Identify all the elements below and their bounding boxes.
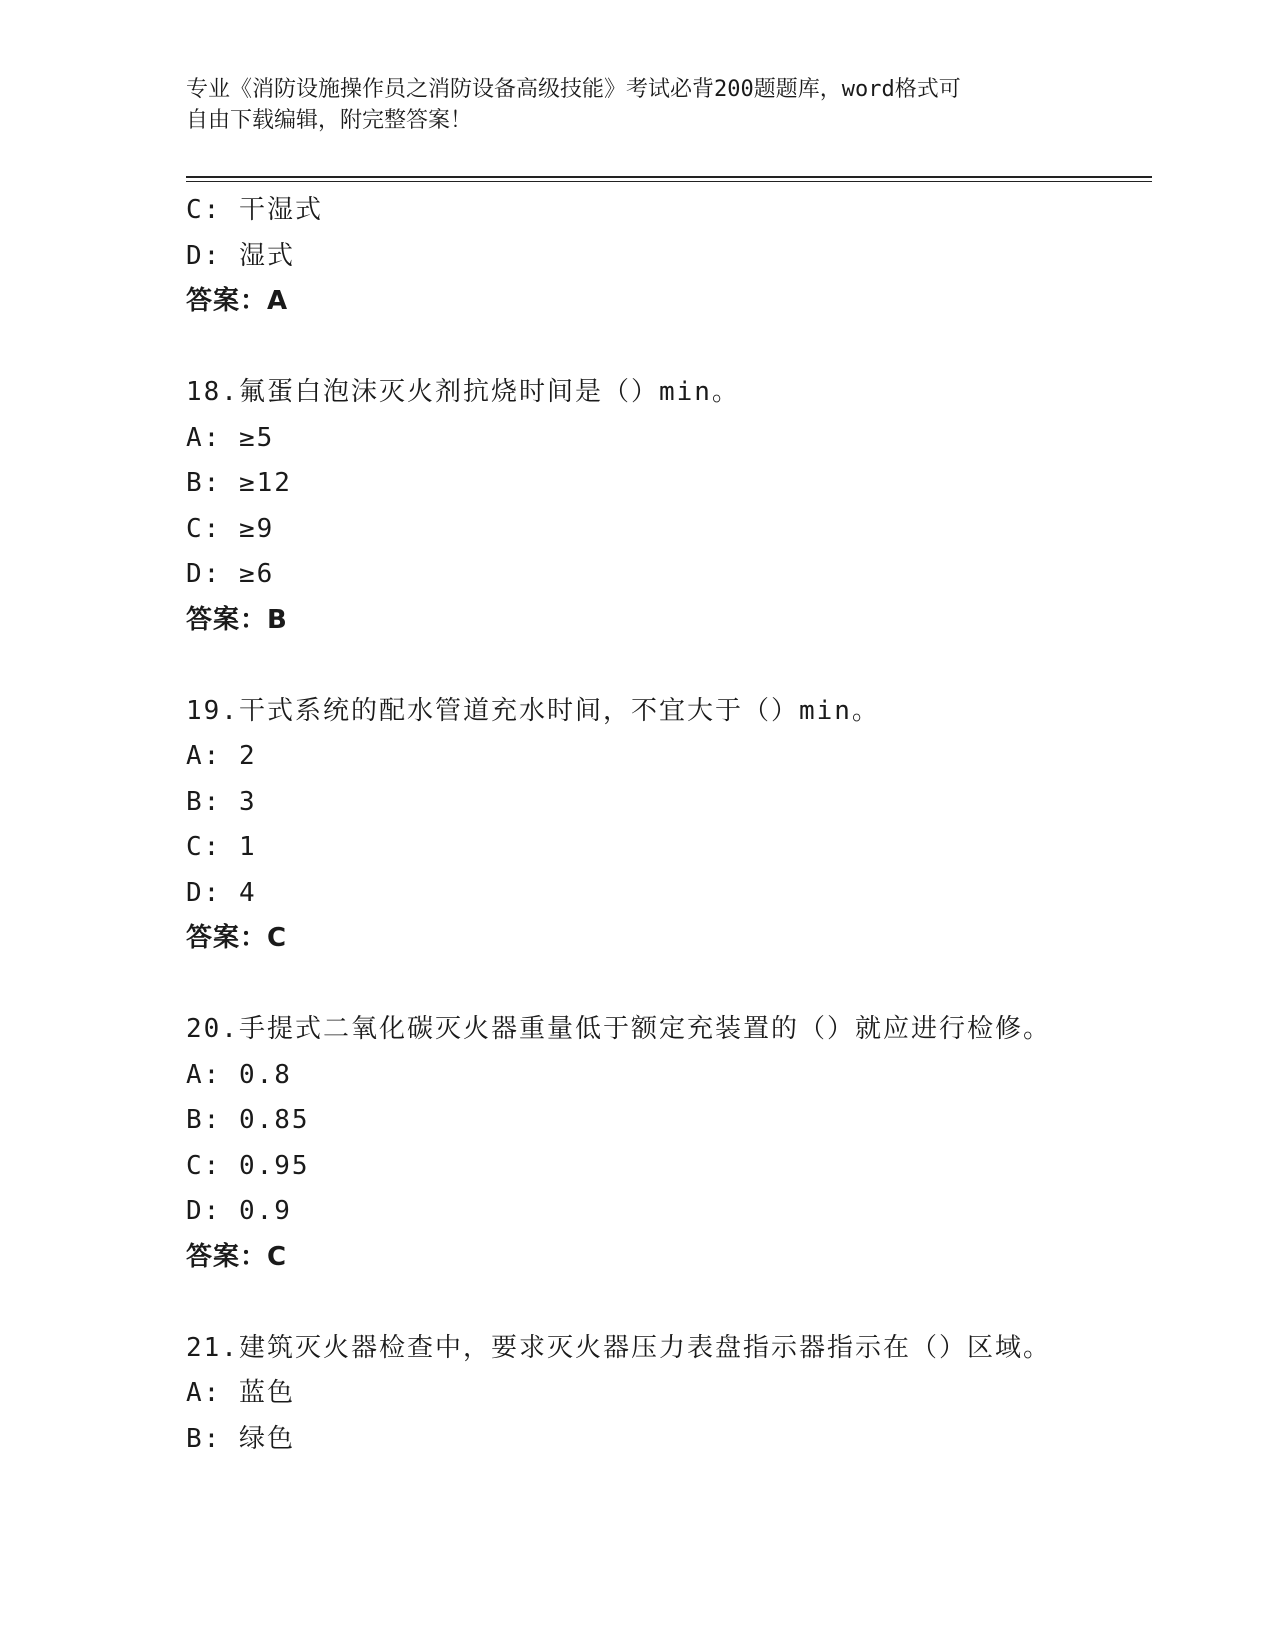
question-21 xyxy=(186,1326,1152,1463)
question-stem: 20.手提式二氧化碳灭火器重量低于额定充装置的（）就应进行检修。 xyxy=(186,1014,1051,1044)
question-20 xyxy=(186,1007,1152,1280)
option-c: C: ≥9 xyxy=(186,513,275,544)
option-a: A: 2 xyxy=(186,741,257,771)
option-c: C: 0.95 xyxy=(186,1150,310,1181)
option-b: B: 3 xyxy=(186,786,257,817)
answer-text: 答案：C xyxy=(186,1241,288,1272)
question-stem: 21.建筑灭火器检查中，要求灭火器压力表盘指示器指示在（）区域。 xyxy=(186,1332,1051,1363)
option-b: B: 绿色 xyxy=(186,1423,295,1454)
question-19 xyxy=(186,689,1152,962)
option-d: D: ≥6 xyxy=(186,559,275,589)
option-d: D: 0.9 xyxy=(186,1196,292,1226)
option-d: D: 4 xyxy=(186,877,257,908)
header-title-line-1: 专业《消防设施操作员之消防设备高级技能》考试必背200题题库，word格式可 xyxy=(186,77,961,102)
option-d: D: 湿式 xyxy=(186,240,295,271)
option-a: A: 蓝色 xyxy=(186,1378,295,1408)
option-a: A: 0.8 xyxy=(186,1059,292,1090)
answer-text: 答案：B xyxy=(186,604,288,635)
question-stem: 18.氟蛋白泡沫灭火剂抗烧时间是（）min。 xyxy=(186,377,740,407)
option-b: B: ≥12 xyxy=(186,468,292,498)
option-c: C: 1 xyxy=(186,832,257,862)
answer-text: 答案：C xyxy=(186,923,288,953)
question-stem: 19.干式系统的配水管道充水时间，不宜大于（）min。 xyxy=(186,695,880,726)
question-list xyxy=(186,188,1152,1462)
document-header xyxy=(186,74,1066,136)
question-18 xyxy=(186,370,1152,643)
header-divider-thin xyxy=(186,181,1152,182)
option-a: A: ≥5 xyxy=(186,422,275,453)
option-c: C: 干湿式 xyxy=(186,195,323,225)
option-b: B: 0.85 xyxy=(186,1105,310,1135)
answer-text: 答案：A xyxy=(186,286,289,316)
partial-question xyxy=(186,188,1152,325)
header-divider-thick xyxy=(186,176,1152,178)
header-title-line-2: 自由下载编辑，附完整答案！ xyxy=(186,108,473,133)
